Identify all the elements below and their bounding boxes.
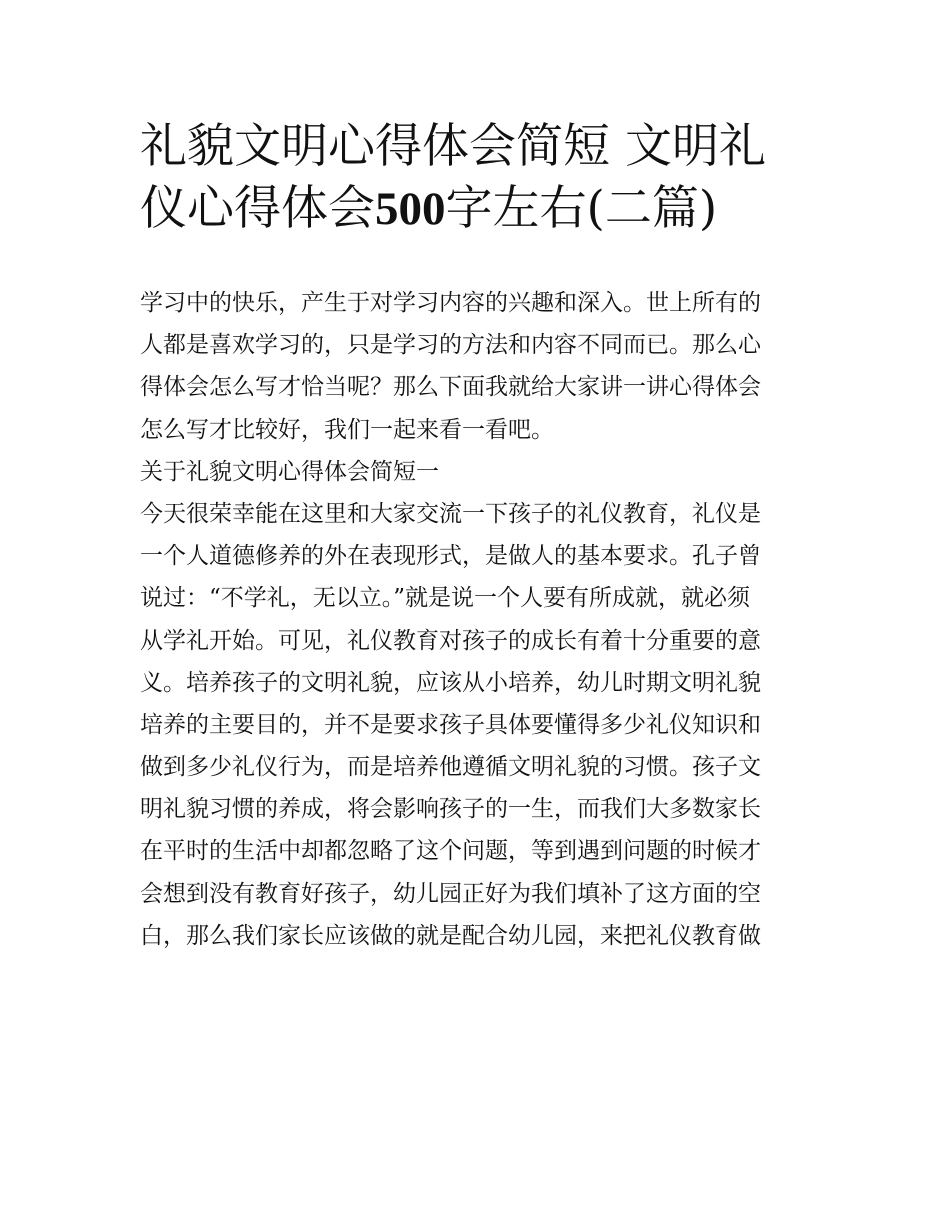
section-paragraph [140,493,830,957]
section-line: 白，那么我们家长应该做的就是配合幼儿园，来把礼仪教育做 [140,922,761,949]
title-line-2-number: 500 [375,183,446,235]
document-body [140,282,830,957]
title-line-1: 礼貌文明心得体会简短 文明礼 [140,119,766,174]
section-line: 明礼貌习惯的养成，将会影响孩子的一生，而我们大多数家长 [140,796,761,823]
title-line-2-suffix: 字左右(二篇) [445,181,718,236]
section-line: 从学礼开始。可见，礼仪教育对孩子的成长有着十分重要的意 [140,627,761,654]
section-line: 在平时的生活中却都忽略了这个问题，等到遇到问题的时候才 [140,838,761,865]
section-line: 义。培养孩子的文明礼貌，应该从小培养，幼儿时期文明礼貌 [140,669,761,696]
section-heading-block [140,451,830,493]
document-title [140,116,820,240]
section-line: 说过：“不学礼，无以立。”就是说一个人要有所成就，就必须 [140,585,751,612]
section-line: 今天很荣幸能在这里和大家交流一下孩子的礼仪教育，礼仪是 [140,500,761,527]
intro-line: 得体会怎么写才恰当呢？那么下面我就给大家讲一讲心得体会 [140,374,761,401]
section-line: 做到多少礼仪行为，而是培养他遵循文明礼貌的习惯。孩子文 [140,754,761,781]
intro-paragraph [140,282,830,451]
intro-line: 人都是喜欢学习的，只是学习的方法和内容不同而已。那么心 [140,332,761,359]
section-heading: 关于礼貌文明心得体会简短一 [140,458,439,485]
title-line-2 [140,178,820,240]
section-line: 培养的主要目的，并不是要求孩子具体要懂得多少礼仪知识和 [140,711,761,738]
intro-line: 怎么写才比较好，我们一起来看一看吧。 [140,416,554,443]
section-line: 会想到没有教育好孩子，幼儿园正好为我们填补了这方面的空 [140,880,761,907]
intro-line: 学习中的快乐，产生于对学习内容的兴趣和深入。世上所有的 [140,290,761,316]
title-line-2-prefix: 仪心得体会 [140,181,375,236]
section-line: 一个人道德修养的外在表现形式，是做人的基本要求。孔子曾 [140,543,761,570]
